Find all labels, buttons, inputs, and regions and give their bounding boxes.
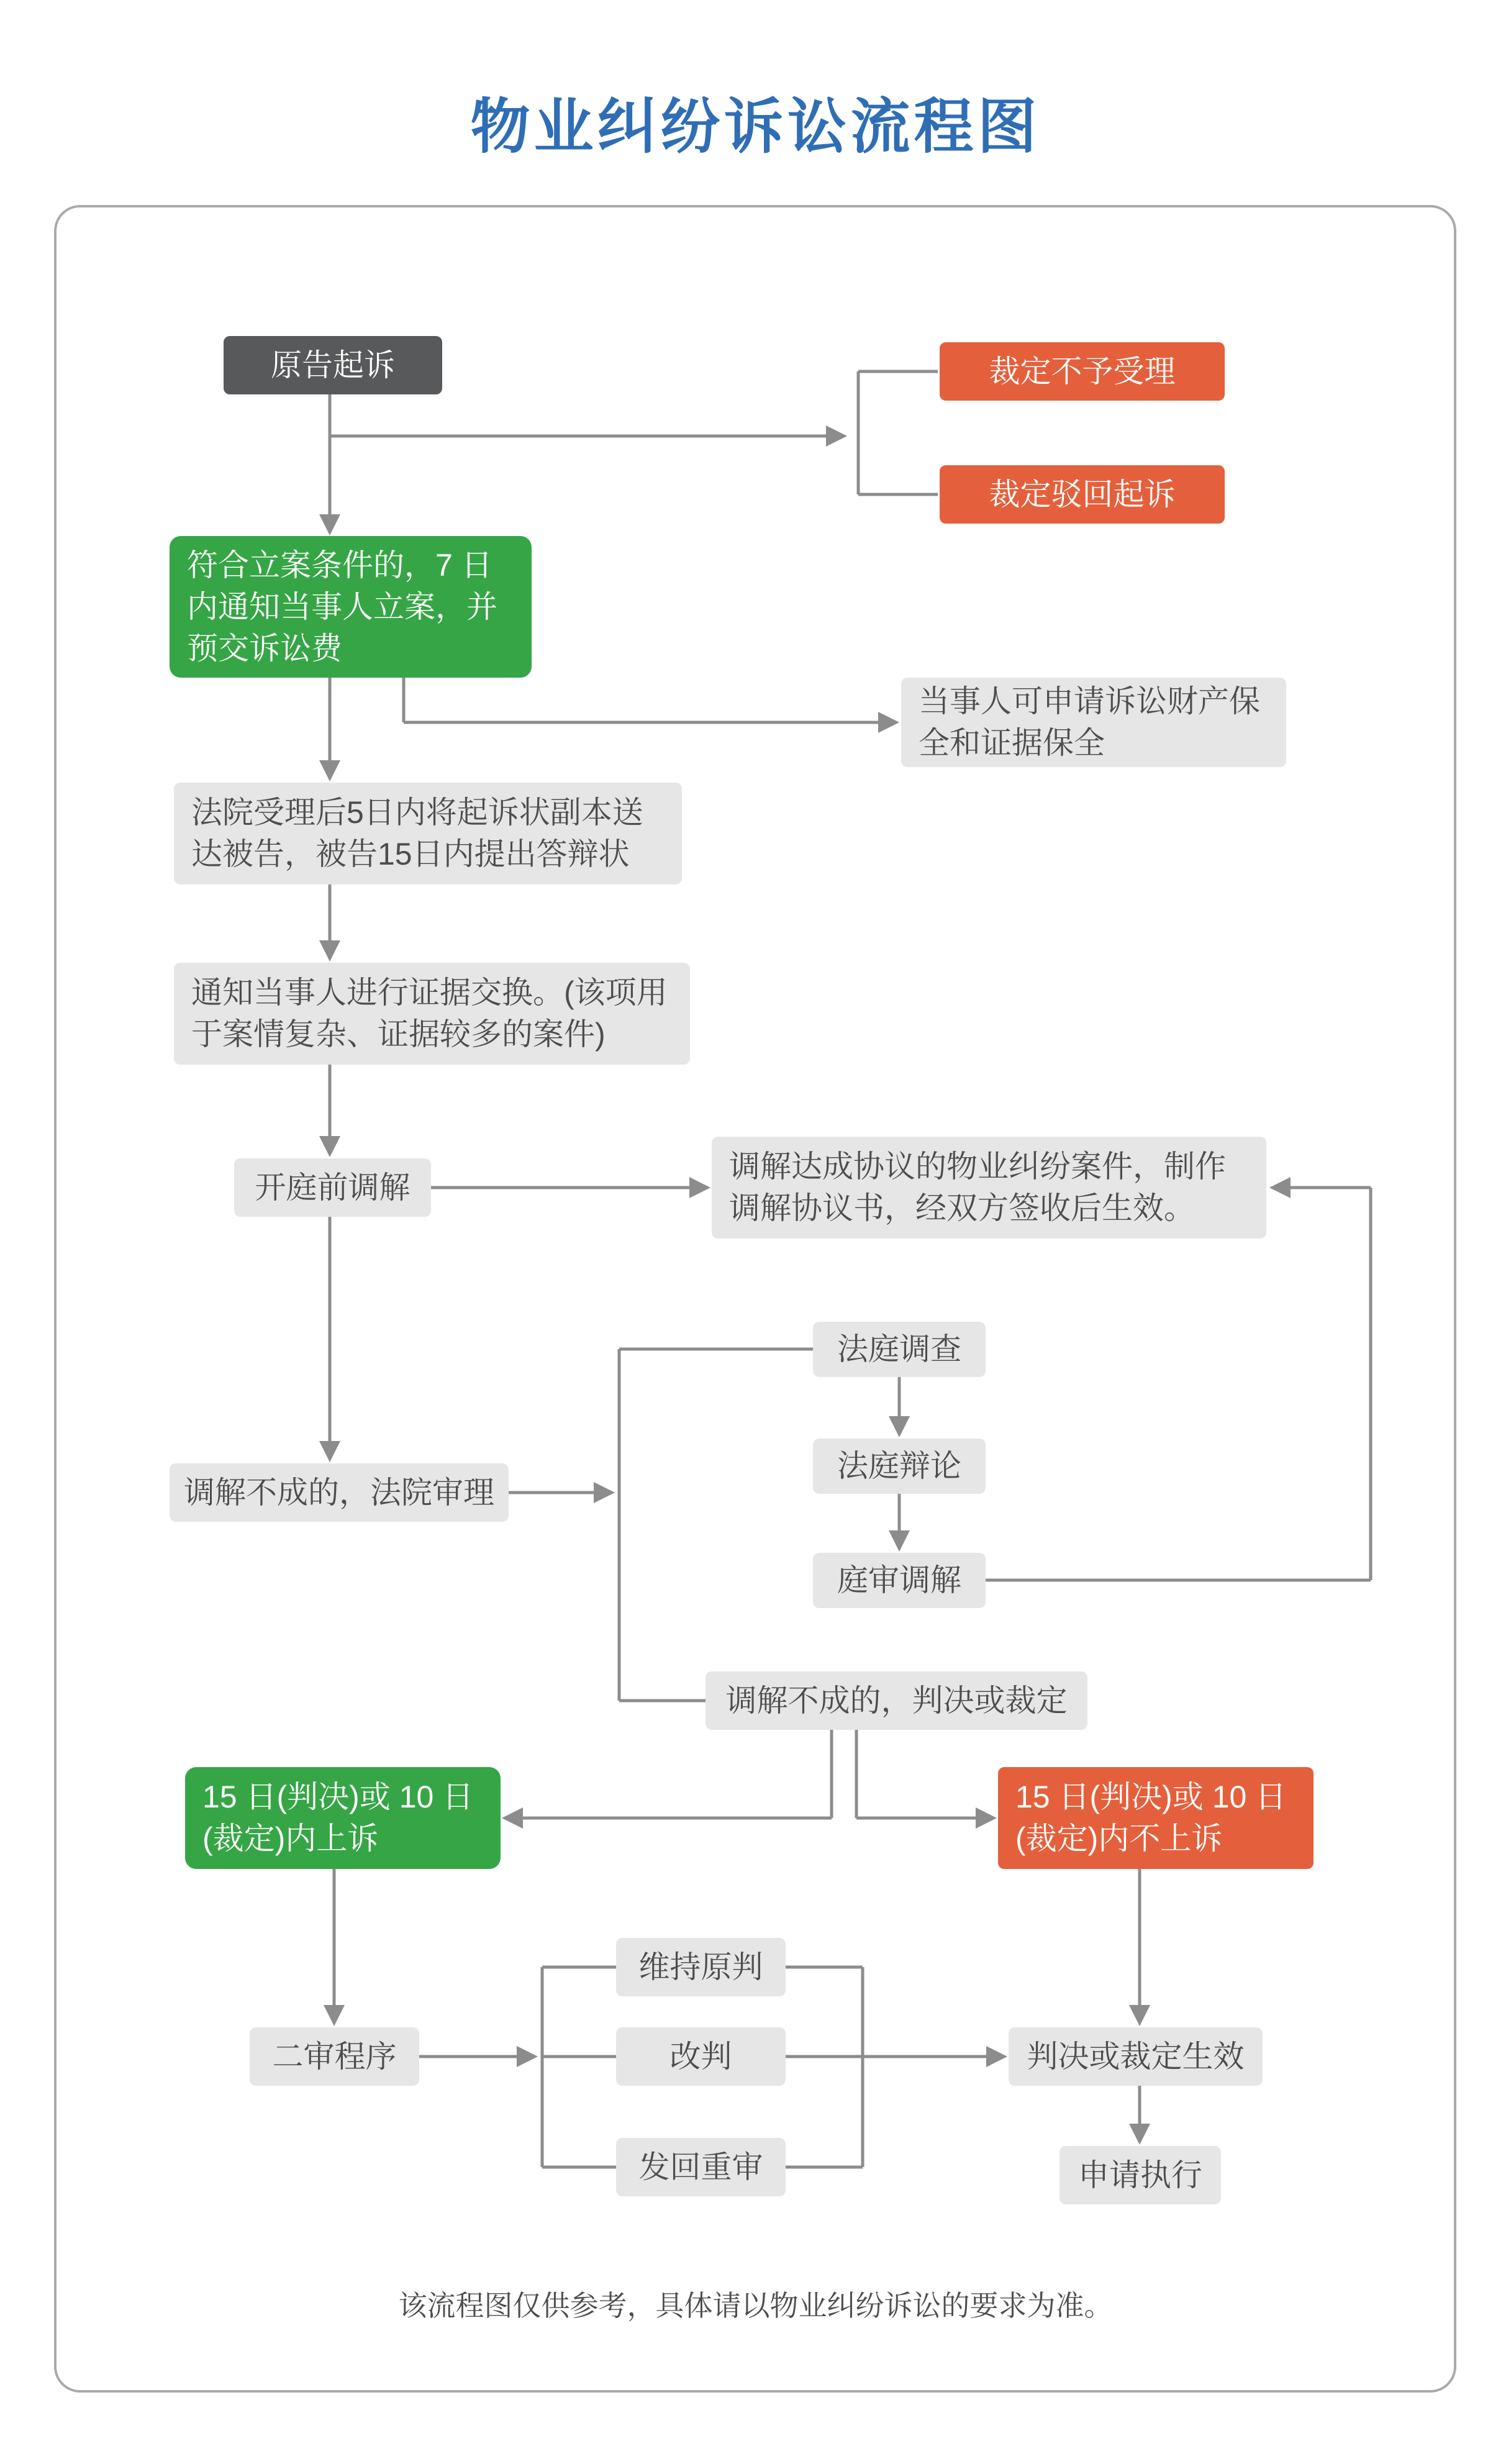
page-title: 物业纠纷诉讼流程图 bbox=[470, 94, 1041, 160]
connector-plaintiff-to-filing bbox=[319, 394, 340, 535]
connector-serve-to-evidence bbox=[319, 884, 340, 962]
connector-investigation-to-debate bbox=[889, 1377, 910, 1437]
node-property-preservation: 当事人可申请诉讼财产保全和证据保全 bbox=[901, 678, 1286, 767]
node-apply-enforcement: 申请执行 bbox=[1060, 2146, 1221, 2204]
connector-appeal-to-second bbox=[324, 1869, 345, 2026]
connector-pretrial-to-trial bbox=[319, 1217, 340, 1462]
node-evidence-exchange: 通知当事人进行证据交换。(该项用于案情复杂、证据较多的案件) bbox=[174, 963, 690, 1065]
connector-second-to-outcomes bbox=[419, 1967, 616, 2167]
connector-evidence-to-pretrial bbox=[319, 1065, 340, 1157]
connector-filing-to-serve bbox=[319, 678, 340, 781]
footer-note: 该流程图仅供参考，具体请以物业纠纷诉讼的要求为准。 bbox=[398, 2289, 1113, 2322]
node-judgment-effective: 判决或裁定生效 bbox=[1009, 2027, 1263, 2086]
connector-noappeal-to-effective bbox=[1129, 1869, 1150, 2026]
node-mediation-agreement: 调解达成协议的物业纠纷案件，制作调解协议书，经双方签收后生效。 bbox=[712, 1137, 1266, 1239]
connector-filing-to-preservation bbox=[404, 678, 899, 733]
connector-trial-branch bbox=[509, 1349, 813, 1701]
node-plaintiff-files: 原告起诉 bbox=[224, 336, 442, 394]
node-change-judgment: 改判 bbox=[616, 2027, 786, 2086]
node-trial-mediation: 庭审调解 bbox=[813, 1553, 986, 1608]
node-mediation-fail-trial: 调解不成的，法院审理 bbox=[170, 1463, 509, 1522]
node-appeal: 15 日(判决)或 10 日(裁定)内上诉 bbox=[185, 1767, 501, 1869]
node-second-instance: 二审程序 bbox=[250, 2027, 419, 2086]
connector-pretrial-to-agreement bbox=[431, 1177, 710, 1198]
node-no-appeal: 15 日(判决)或 10 日(裁定)内不上诉 bbox=[998, 1767, 1314, 1869]
node-remand-retrial: 发回重审 bbox=[616, 2138, 786, 2196]
connector-outcomes-to-effective bbox=[786, 1967, 1007, 2167]
node-case-filing: 符合立案条件的，7 日内通知当事人立案，并预交诉讼费 bbox=[170, 536, 532, 678]
connector-effective-to-enforcement bbox=[1129, 2086, 1150, 2145]
node-serve-complaint: 法院受理后5日内将起诉状副本送达被告，被告15日内提出答辩状 bbox=[174, 783, 682, 884]
node-court-debate: 法庭辩论 bbox=[813, 1439, 986, 1494]
node-mediation-fail-judgment: 调解不成的，判决或裁定 bbox=[706, 1671, 1087, 1730]
node-court-investigation: 法庭调查 bbox=[813, 1322, 986, 1377]
connector-judgment-split bbox=[502, 1730, 997, 1829]
node-pretrial-mediation: 开庭前调解 bbox=[234, 1158, 431, 1217]
node-ruling-dismiss: 裁定驳回起诉 bbox=[940, 465, 1225, 524]
node-uphold-judgment: 维持原判 bbox=[616, 1938, 786, 1996]
node-ruling-no-acceptance: 裁定不予受理 bbox=[940, 342, 1225, 401]
connector-debate-to-mediation bbox=[889, 1494, 910, 1552]
